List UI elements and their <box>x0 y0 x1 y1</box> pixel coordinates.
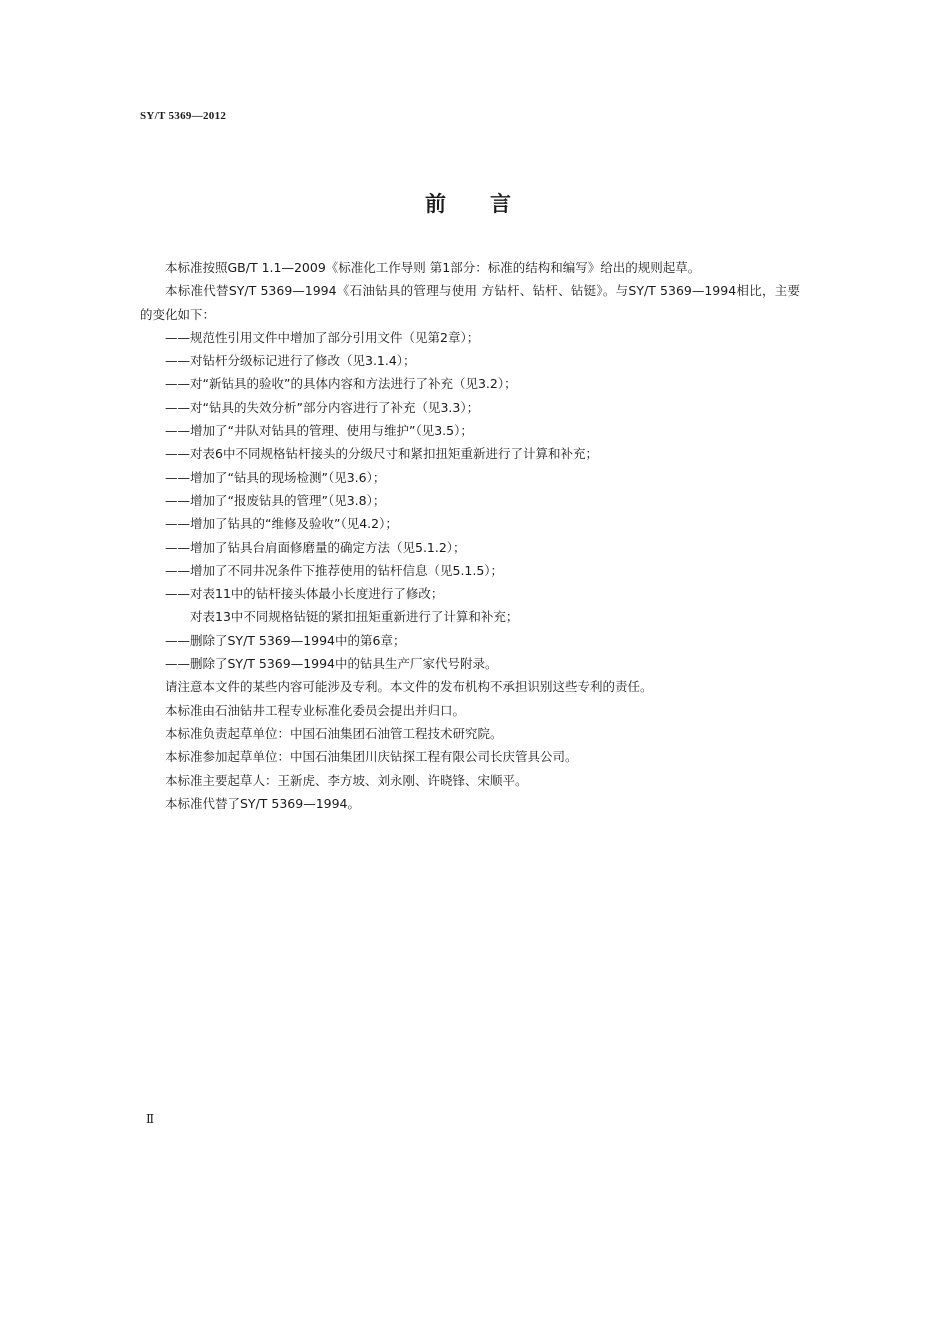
page-number: Ⅱ <box>146 1112 155 1126</box>
change-item: ——删除了SY/T 5369—1994中的第6章； <box>165 632 406 648</box>
change-item: ——对表6中不同规格钻杆接头的分级尺寸和紧扣扭矩重新进行了计算和补充； <box>165 446 598 462</box>
change-item: ——对钻杆分级标记进行了修改（见3.1.4）； <box>165 353 416 369</box>
change-item: ——对“新钻具的验收”的具体内容和方法进行了补充（见3.2）； <box>165 376 517 392</box>
change-item: ——增加了“井队对钻具的管理、使用与维护”（见3.5）； <box>165 423 473 439</box>
paragraph-proposed-by: 本标准由石油钻井工程专业标准化委员会提出并归口。 <box>165 702 466 718</box>
paragraph-drafting-rules: 本标准按照GB/T 1.1—2009《标准化工作导则 第1部分：标准的结构和编写》给出的规则起草。 <box>165 260 701 275</box>
change-item: ——规范性引用文件中增加了部分引用文件（见第2章）； <box>165 329 480 345</box>
change-item: ——增加了钻具台肩面修磨量的确定方法（见5.1.2）； <box>165 539 466 555</box>
change-item: ——删除了SY/T 5369—1994中的钻具生产厂家代号附录。 <box>165 656 498 672</box>
foreword-body <box>140 256 800 815</box>
change-item: ——增加了钻具的“维修及验收”（见4.2）； <box>165 516 398 532</box>
paragraph-participating-unit: 本标准参加起草单位：中国石油集团川庆钻探工程有限公司长庆管具公司。 <box>165 749 578 765</box>
standard-code: SY/T 5369—2012 <box>140 110 227 122</box>
paragraph-drafters: 本标准主要起草人：王新虎、李方坡、刘永刚、许晓锋、宋顺平。 <box>165 772 528 788</box>
paragraph-drafting-unit: 本标准负责起草单位：中国石油集团石油管工程技术研究院。 <box>165 725 503 741</box>
change-item: ——对表11中的钻杆接头体最小长度进行了修改； <box>165 586 444 602</box>
change-item: ——增加了“钻具的现场检测”（见3.6）； <box>165 469 386 485</box>
change-item: ——增加了“报废钻具的管理”（见3.8）； <box>165 492 386 508</box>
paragraph-patent-notice: 请注意本文件的某些内容可能涉及专利。本文件的发布机构不承担识别这些专利的责任。 <box>165 679 653 695</box>
paragraph-supersedes: 本标准代替了SY/T 5369—1994。 <box>165 795 361 811</box>
paragraph-replaces: 本标准代替SY/T 5369—1994《石油钻具的管理与使用 方钻杆、钻杆、钻铤》。与SY/T 5369—1994相比，主要的变化如下： <box>140 283 800 322</box>
change-item-continuation: 对表13中不同规格钻铤的紧扣扭矩重新进行了计算和补充； <box>190 609 519 625</box>
change-item: ——对“钻具的失效分析”部分内容进行了补充（见3.3）； <box>165 399 480 415</box>
change-item: ——增加了不同井况条件下推荐使用的钻杆信息（见5.1.5）； <box>165 562 504 578</box>
page-title: 前言 <box>425 192 555 216</box>
